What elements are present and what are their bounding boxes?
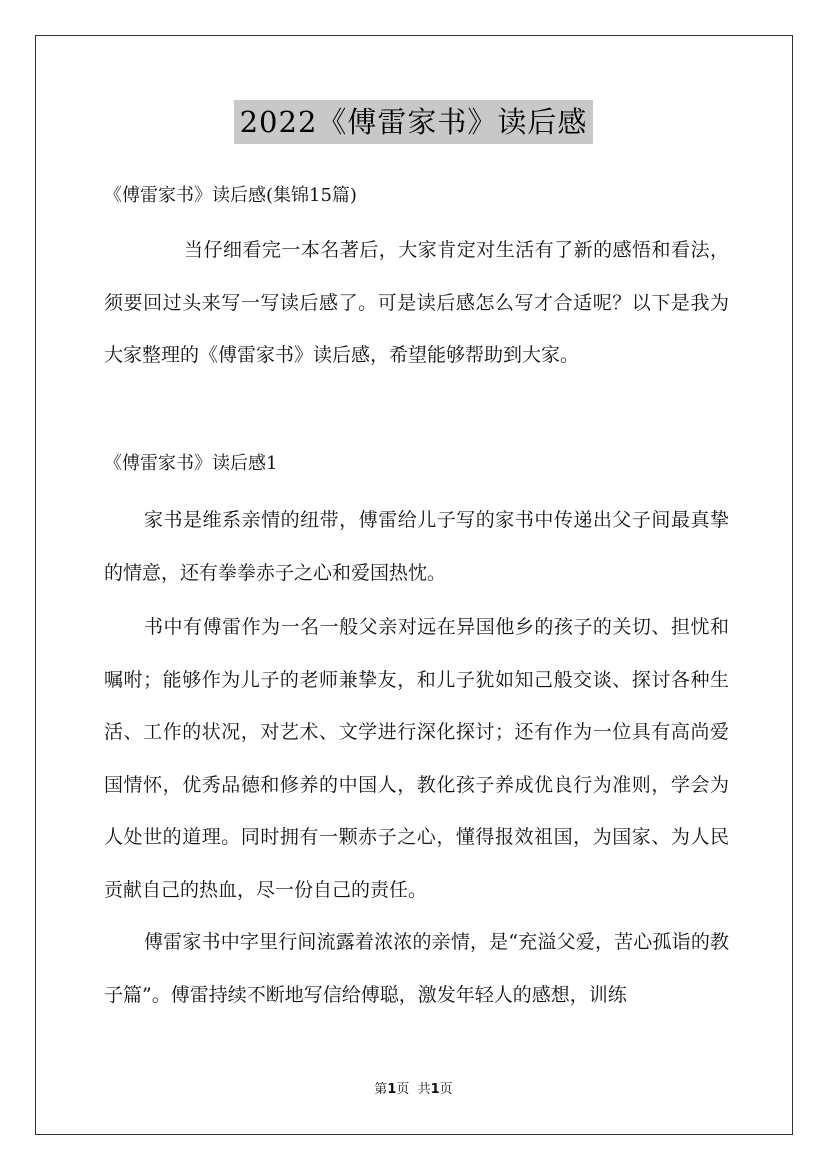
document-subtitle: 《傅雷家书》读后感(集锦15篇) [104, 185, 357, 206]
document-title: 2022《傅雷家书》读后感 [234, 100, 594, 144]
page-footer [0, 1080, 827, 1100]
footer-suffix: 页 [439, 1082, 453, 1097]
footer-page-current: 1 [387, 1082, 397, 1097]
body-paragraph-3: 傅雷家书中字里行间流露着浓浓的亲情，是“充溢父爱，苦心孤诣的教子篇”。傅雷持续不断地写信给傅聪，激发年轻人的感想，训练 [104, 931, 729, 1006]
section-heading: 《傅雷家书》读后感1 [104, 453, 278, 474]
title-container [0, 100, 827, 144]
footer-mid: 页 共 [396, 1082, 431, 1097]
footer-page-total: 1 [430, 1082, 440, 1097]
body-paragraph-2: 书中有傅雷作为一名一般父亲对远在异国他乡的孩子的关切、担忧和嘱咐；能够作为儿子的老师兼挚友，和儿子犹如知己般交谈、探讨各种生活、工作的状况，对艺术、文学进行深化探讨；还有作为一位具有高尚爱国情怀，优秀品德和修养的中国人，教化孩子养成优良行为准则，学会为人处世的道理。同时拥有一颗赤子之心，懂得报效祖国，为国家、为人民贡献自己的热血，尽一份自己的责任。 [104, 616, 729, 901]
intro-paragraph: 当仔细看完一本名著后，大家肯定对生活有了新的感悟和看法，须要回过头来写一写读后感了。可是读后感怎么写才合适呢？以下是我为大家整理的《傅雷家书》读后感，希望能够帮助到大家。 [104, 239, 729, 366]
footer-prefix: 第 [374, 1082, 388, 1097]
body-paragraph-1: 家书是维系亲情的纽带，傅雷给儿子写的家书中传递出父子间最真挚的情意，还有拳拳赤子之心和爱国热忱。 [104, 509, 729, 584]
